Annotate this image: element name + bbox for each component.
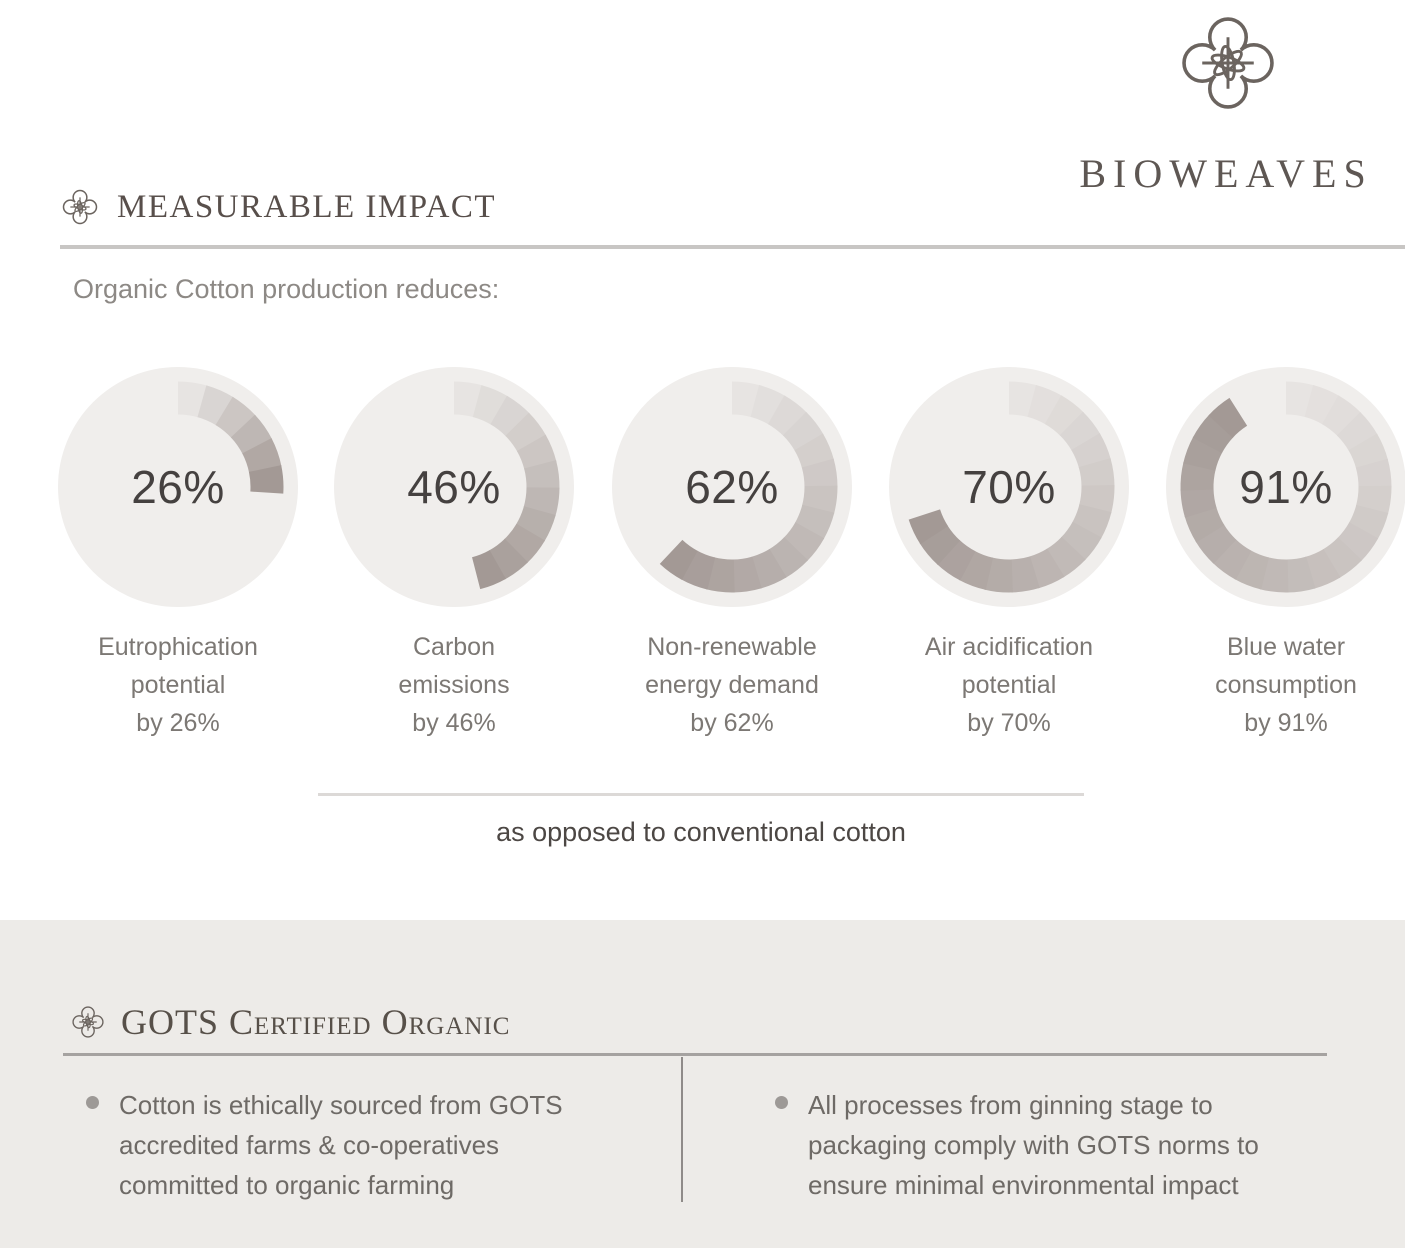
- label-line: by 91%: [1244, 709, 1328, 737]
- donut-value: 26%: [131, 461, 225, 513]
- header-divider-line: [60, 245, 1405, 249]
- gots-divider-line: [63, 1053, 1327, 1056]
- donut-label: [48, 628, 308, 742]
- label-line: energy demand: [645, 671, 819, 699]
- bullet-line: All processes from ginning stage to: [808, 1090, 1213, 1120]
- donut-chart-eutrophication: [48, 367, 308, 742]
- gots-bullet-processes: [808, 1085, 1368, 1205]
- donut-value: 91%: [1239, 461, 1333, 513]
- donut-circle: [612, 367, 852, 607]
- donut-value: 62%: [685, 461, 779, 513]
- gots-vertical-divider: [681, 1057, 683, 1202]
- bullet-dot: [775, 1096, 788, 1109]
- label-line: Air acidification: [924, 633, 1094, 661]
- label-line: Blue water: [1226, 633, 1346, 661]
- label-line: by 62%: [690, 709, 774, 737]
- brand-wordmark: BIOWEAVES: [1079, 151, 1373, 196]
- label-line: consumption: [1215, 671, 1357, 699]
- impact-intro-text: Organic Cotton production reduces:: [73, 274, 500, 304]
- donut-label: [602, 628, 862, 742]
- donut-value: 70%: [962, 461, 1056, 513]
- donut-value: 46%: [407, 461, 501, 513]
- label-line: emissions: [398, 671, 510, 699]
- donut-chart-air-acidification: [879, 367, 1139, 742]
- footnote-text: as opposed to conventional cotton: [496, 817, 906, 847]
- gots-section-title: GOTS Certified Organic: [121, 1002, 511, 1042]
- section-knot-icon: [59, 186, 101, 228]
- donut-circle: [889, 367, 1129, 607]
- label-line: Carbon: [413, 633, 495, 661]
- donut-chart-blue-water: [1156, 367, 1405, 742]
- bullet-line: ensure minimal environmental impact: [808, 1170, 1239, 1200]
- bullet-line: Cotton is ethically sourced from GOTS: [119, 1090, 563, 1120]
- donut-circle: [1166, 367, 1405, 607]
- label-line: by 46%: [412, 709, 496, 737]
- bullet-line: accredited farms & co-operatives: [119, 1130, 500, 1160]
- label-line: by 26%: [136, 709, 220, 737]
- label-line: Eutrophication: [98, 633, 258, 661]
- bioweaves-knot-logo-icon: [1172, 4, 1284, 122]
- label-line: Non-renewable: [647, 633, 817, 661]
- donut-label: [879, 628, 1139, 742]
- gots-knot-icon: [69, 1001, 107, 1043]
- label-line: by 70%: [967, 709, 1051, 737]
- footnote-divider-line: [318, 793, 1084, 796]
- donut-circle: [334, 367, 574, 607]
- donut-chart-carbon-emissions: [324, 367, 584, 742]
- bullet-line: packaging comply with GOTS norms to: [808, 1130, 1259, 1160]
- bullet-dot: [86, 1096, 99, 1109]
- section-title-measurable-impact: MEASURABLE IMPACT: [117, 189, 497, 225]
- label-line: potential: [961, 671, 1057, 699]
- gots-bullet-sourcing: [119, 1085, 679, 1205]
- donut-label: [324, 628, 584, 742]
- donut-circle: [58, 367, 298, 607]
- donut-label: [1156, 628, 1405, 742]
- label-line: potential: [130, 671, 226, 699]
- footnote-block: [318, 793, 1084, 848]
- donut-chart-energy-demand: [602, 367, 862, 742]
- bullet-line: committed to organic farming: [119, 1170, 455, 1200]
